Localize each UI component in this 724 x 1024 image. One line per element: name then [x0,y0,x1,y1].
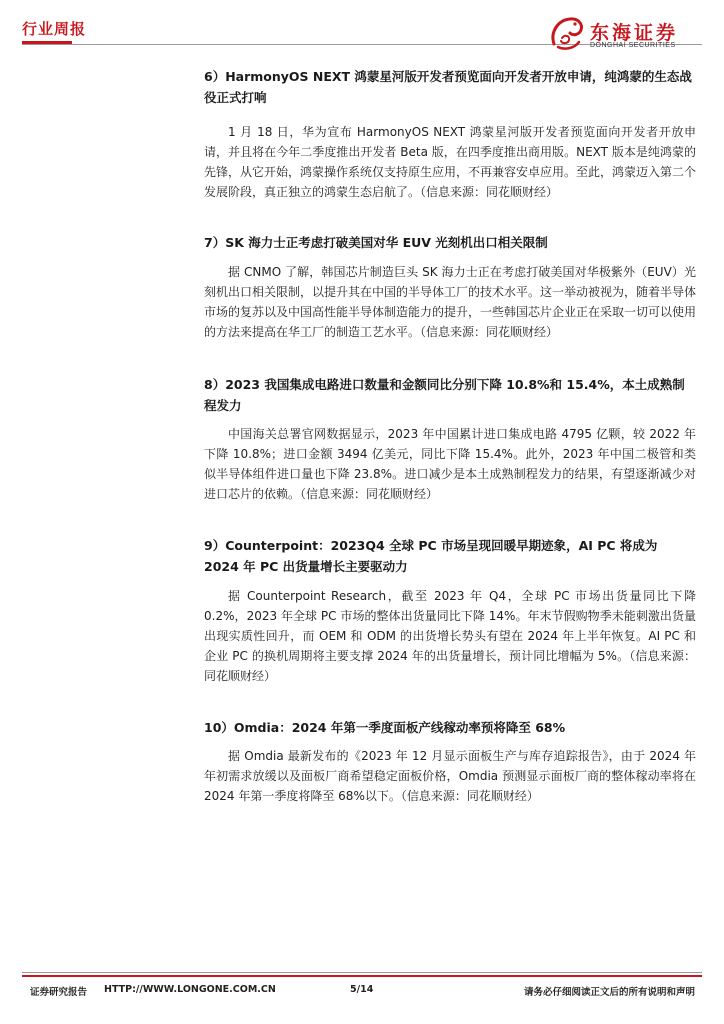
news-item-body: 据 Counterpoint Research，截至 2023 年 Q4，全球 PC 市场出货量同比下降 0.2%，2023 年全球 PC 市场的整体出货量同比下降 14%。年末节假购物季未能刺激出货量出现实质性回升，而 OEM 和 ODM 的出货增长势头有望在 2024 年上半年恢复。AI PC 和企业 PC 的换机周期将主要支撑 2024 年的出货量增长，预计同比增幅为 5%。（信息来源：同花顺财经） [204,589,696,683]
report-content [204,66,696,806]
company-logo [548,14,708,54]
news-item-8 [204,374,696,504]
report-type-title: 行业周报 [22,20,87,38]
footer-report-label: 证券研究报告 [30,987,88,998]
footer-page-number: 5/14 [350,984,374,995]
footer-divider [22,972,702,973]
news-item-title: 10）Omdia：2024 年第一季度面板产线稼动率预将降至 68% [204,720,566,735]
news-item-body: 据 Omdia 最新发布的《2023 年 12 月显示面板生产与库存追踪报告》，由于 2024 年年初需求放缓以及面板厂商希望稳定面板价格，Omdia 预测显示面板厂商的整体稼动率将在 2024 年第一季度将降至 68%以下。（信息来源：同花顺财经） [204,749,696,803]
news-item-title: 8）2023 我国集成电路进口数量和金额同比分别下降 10.8%和 15.4%，本土成熟制程发力 [204,377,685,413]
footer-disclaimer: 请务必仔细阅读正文后的所有说明和声明 [524,987,696,998]
footer-website-link[interactable]: HTTP://WWW.LONGONE.COM.CN [104,984,276,995]
news-item-body: 中国海关总署官网数据显示，2023 年中国累计进口集成电路 4795 亿颗，较 2022 年下降 10.8%；进口金额 3494 亿美元，同比下降 15.4%。此外，2023 年中国二极管和类似半导体组件进口量也下降 23.8%。进口减少是本土成熟制程发力的结果，有望逐渐减少对进口芯片的依赖。（信息来源：同花顺财经） [204,427,696,501]
news-item-title: 9）Counterpoint：2023Q4 全球 PC 市场呈现回暖早期迹象，AI PC 将成为 2024 年 PC 出货量增长主要驱动力 [204,538,658,574]
footer-accent-line [22,975,702,977]
news-item-body: 据 CNMO 了解，韩国芯片制造巨头 SK 海力士正在考虑打破美国对华极紫外（EUV）光刻机出口相关限制，以提升其在中国的半导体工厂的技术水平。这一举动被视为，随着半导体市场的复苏以及中国高性能半导体制造能力的提升，一些韩国芯片企业正在采取一切可以使用的方法来提高在华工厂的制造工艺水平。（信息来源：同花顺财经） [204,265,697,339]
news-item-9 [204,535,696,686]
logo-english-name: DONGHAI SECURITIES [590,42,676,49]
news-item-7 [204,232,696,342]
news-item-body: 1 月 18 日，华为宣布 HarmonyOS NEXT 鸿蒙星河版开发者预览面向开发者开放申请，并且将在今年二季度推出开发者 Beta 版，在四季度推出商用版。NEXT 版本是纯鸿蒙的先锋，从它开始，鸿蒙操作系统仅支持原生应用，不再兼容安卓应用。至此，鸿蒙迈入第二个发展阶段，真正独立的鸿蒙生态启航了。（信息来源：同花顺财经） [204,125,697,199]
news-item-10 [204,717,696,806]
news-item-6 [204,66,696,202]
dragon-logo-icon [548,14,586,54]
news-item-title: 7）SK 海力士正考虑打破美国对华 EUV 光刻机出口相关限制 [204,235,548,250]
logo-chinese-name: 东海证券 [590,22,679,44]
news-item-title: 6）HarmonyOS NEXT 鸿蒙星河版开发者预览面向开发者开放申请，纯鸿蒙的生态战役正式打响 [204,69,692,105]
